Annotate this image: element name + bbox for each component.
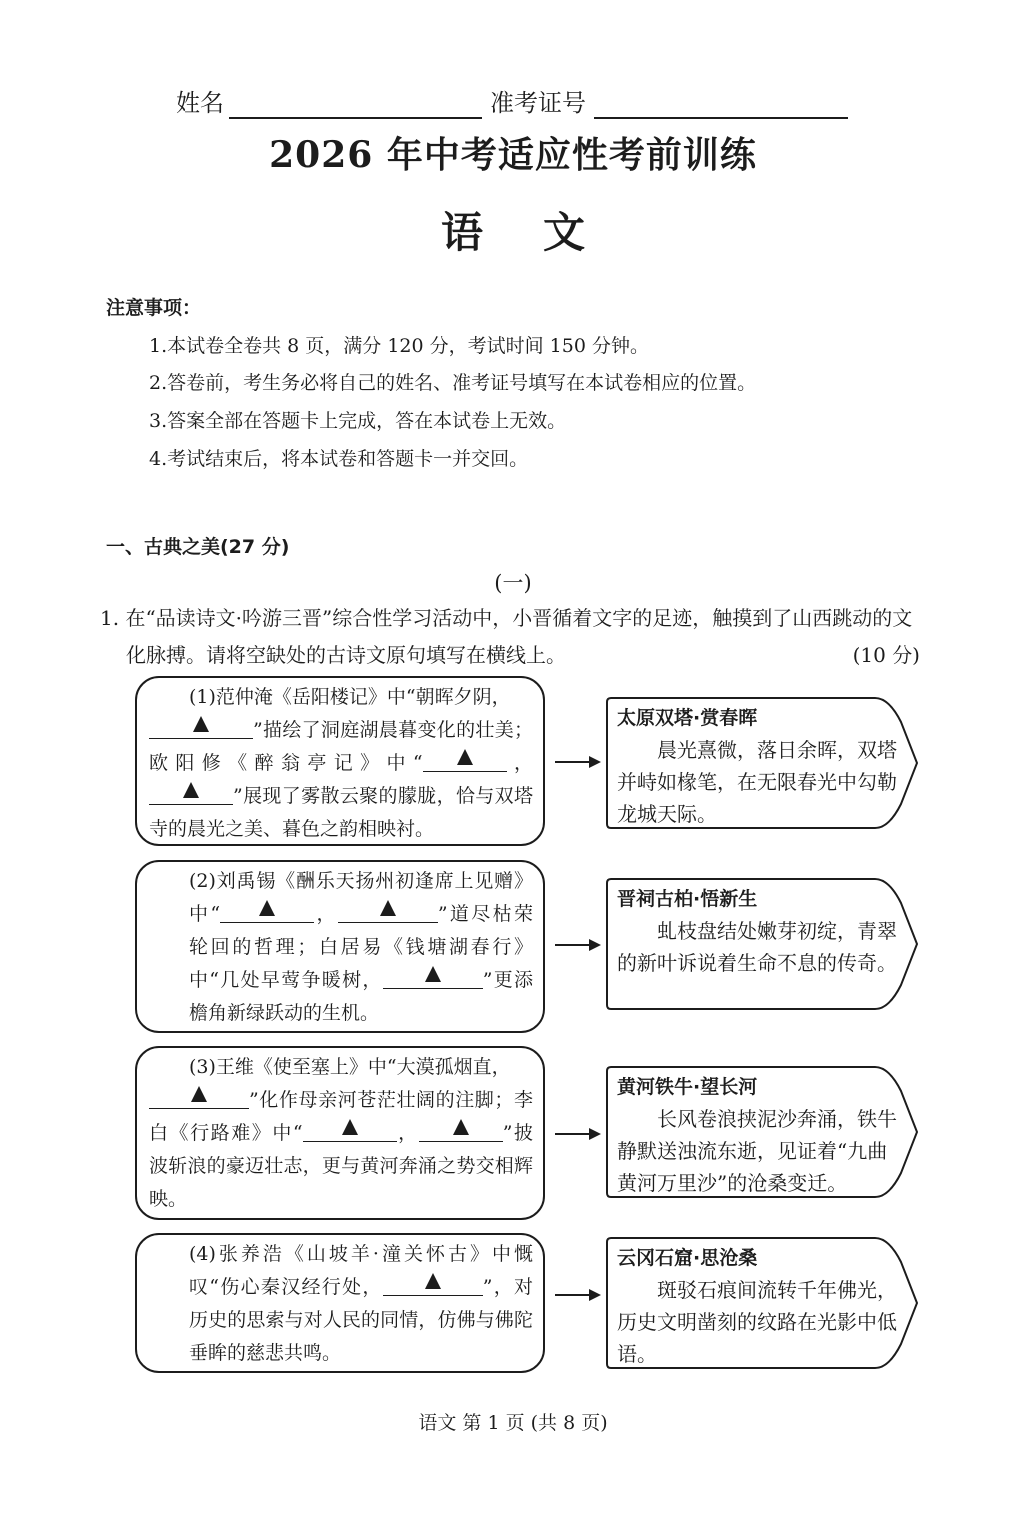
item-3-question-box xyxy=(135,1046,545,1220)
item-2-text-b: ， xyxy=(314,903,338,925)
item-3-text-c: ， xyxy=(396,1122,419,1144)
item-1-text-b: ”描绘了洞庭湖晨暮变化的壮美；欧阳修《醉翁亭记》中“ xyxy=(149,719,533,774)
answer-blank[interactable] xyxy=(419,1117,503,1142)
answer-blank[interactable] xyxy=(303,1117,397,1142)
scene-card-text: 晨光熹微，落日余晖，双塔并峙如椽笔，在无限春光中勾勒龙城天际。 xyxy=(617,738,897,826)
triangle-marker-icon xyxy=(380,900,396,916)
item-2-text-c: ”道尽枯荣轮回的哲理；白居易《钱塘湖春行》中“几处早莺争暖树， xyxy=(189,903,533,991)
question-1-score: (10 分) xyxy=(852,643,920,667)
triangle-marker-icon xyxy=(193,716,209,732)
scene-card-text: 虬枝盘结处嫩芽初绽，青翠的新叶诉说着生命不息的传奇。 xyxy=(617,919,897,975)
arrow-right-icon xyxy=(555,935,601,955)
item-3-scene-card xyxy=(605,1065,920,1199)
item-4-question-box xyxy=(135,1233,545,1373)
answer-blank[interactable] xyxy=(149,780,233,805)
scene-card-text: 斑驳石痕间流转千年佛光，历史文明凿刻的纹路在光影中低语。 xyxy=(617,1278,897,1366)
name-field-line xyxy=(229,117,482,119)
item-2-scene-card xyxy=(605,877,920,1011)
scene-card-text: 长风卷浪挟泥沙奔涌，铁牛静默送浊流东逝，见证着“九曲黄河万里沙”的沧桑变迁。 xyxy=(617,1107,897,1195)
item-1-scene-card xyxy=(605,696,920,830)
section-title: 一、古典之美(27 分) xyxy=(106,536,290,558)
note-item: 4.考试结束后，将本试卷和答题卡一并交回。 xyxy=(149,448,529,470)
triangle-marker-icon xyxy=(191,1086,207,1102)
question-1-line-2: 化脉搏。请将空缺处的古诗文原句填写在横线上。 xyxy=(126,643,566,667)
arrow-right-icon xyxy=(555,1124,601,1144)
item-3-text-d: ”披波斩浪的豪迈壮志，更与黄河奔涌之势交相辉映。 xyxy=(149,1122,534,1210)
exam-id-label: 准考证号 xyxy=(490,89,586,117)
item-1-text-c: ， xyxy=(506,752,533,774)
candidate-info-header xyxy=(0,86,1026,126)
item-2-question-box xyxy=(135,860,545,1033)
item-1-text-a: (1)范仲淹《岳阳楼记》中“朝晖夕阴， xyxy=(189,686,511,708)
item-2-text-a: (2)刘禹锡《酬乐天扬州初逢席上见赠》中“ xyxy=(189,870,533,925)
item-4-text-a: (4)张养浩《山坡羊·潼关怀古》中慨叹“伤心秦汉经行处， xyxy=(189,1243,533,1298)
name-label: 姓名 xyxy=(176,89,224,117)
scene-card-title: 太原双塔·赏春晖 xyxy=(617,707,758,729)
triangle-marker-icon xyxy=(183,782,199,798)
item-1-text-d: ”展现了雾散云聚的朦胧，恰与双塔寺的晨光之美、暮色之韵相映衬。 xyxy=(149,785,533,840)
item-3-text-b: ”化作母亲河苍茫壮阔的注脚；李白《行路难》中“ xyxy=(149,1089,533,1144)
triangle-marker-icon xyxy=(453,1119,469,1135)
arrow-right-icon xyxy=(555,1285,601,1305)
item-4-scene-card xyxy=(605,1236,920,1370)
triangle-marker-icon xyxy=(342,1119,358,1135)
triangle-marker-icon xyxy=(457,749,473,765)
scene-card-title: 云冈石窟·思沧桑 xyxy=(617,1247,758,1269)
triangle-marker-icon xyxy=(259,900,275,916)
triangle-marker-icon xyxy=(425,966,441,982)
answer-blank[interactable] xyxy=(220,898,314,923)
answer-blank[interactable] xyxy=(423,747,507,772)
item-3-text-a: (3)王维《使至塞上》中“大漠孤烟直， xyxy=(189,1056,511,1078)
note-item: 3.答案全部在答题卡上完成，答在本试卷上无效。 xyxy=(149,410,567,432)
note-item: 1.本试卷全卷共 8 页，满分 120 分，考试时间 150 分钟。 xyxy=(149,335,649,357)
part-number: (一) xyxy=(494,571,532,595)
scene-card-title: 黄河铁牛·望长河 xyxy=(617,1076,758,1098)
page-footer: 语文 第 1 页 (共 8 页) xyxy=(418,1412,608,1434)
scene-card-title: 晋祠古柏·悟新生 xyxy=(617,888,758,910)
answer-blank[interactable] xyxy=(149,714,253,739)
answer-blank[interactable] xyxy=(383,1271,483,1296)
arrow-right-icon xyxy=(555,752,601,772)
item-4-text-b: ”，对历史的思索与对人民的同情，仿佛与佛陀垂眸的慈悲共鸣。 xyxy=(189,1276,533,1364)
notes-heading: 注意事项： xyxy=(106,297,202,319)
answer-blank[interactable] xyxy=(383,964,483,989)
subject-title: 语文 xyxy=(440,208,645,257)
exam-title: 2026 年中考适应性考前训练 xyxy=(269,134,757,176)
exam-id-field-line xyxy=(594,117,848,119)
answer-blank[interactable] xyxy=(149,1084,249,1109)
item-1-question-box xyxy=(135,676,545,846)
item-2-text-d: ”更添檐角新绿跃动的生机。 xyxy=(189,969,533,1024)
question-1-line-1: 1. 在“品读诗文·吟游三晋”综合性学习活动中，小晋循着文字的足迹，触摸到了山西跳动的文 xyxy=(100,606,913,630)
question-1-prompt xyxy=(100,600,920,674)
note-item: 2.答卷前，考生务必将自己的姓名、准考证号填写在本试卷相应的位置。 xyxy=(149,372,757,394)
triangle-marker-icon xyxy=(425,1273,441,1289)
answer-blank[interactable] xyxy=(338,898,438,923)
